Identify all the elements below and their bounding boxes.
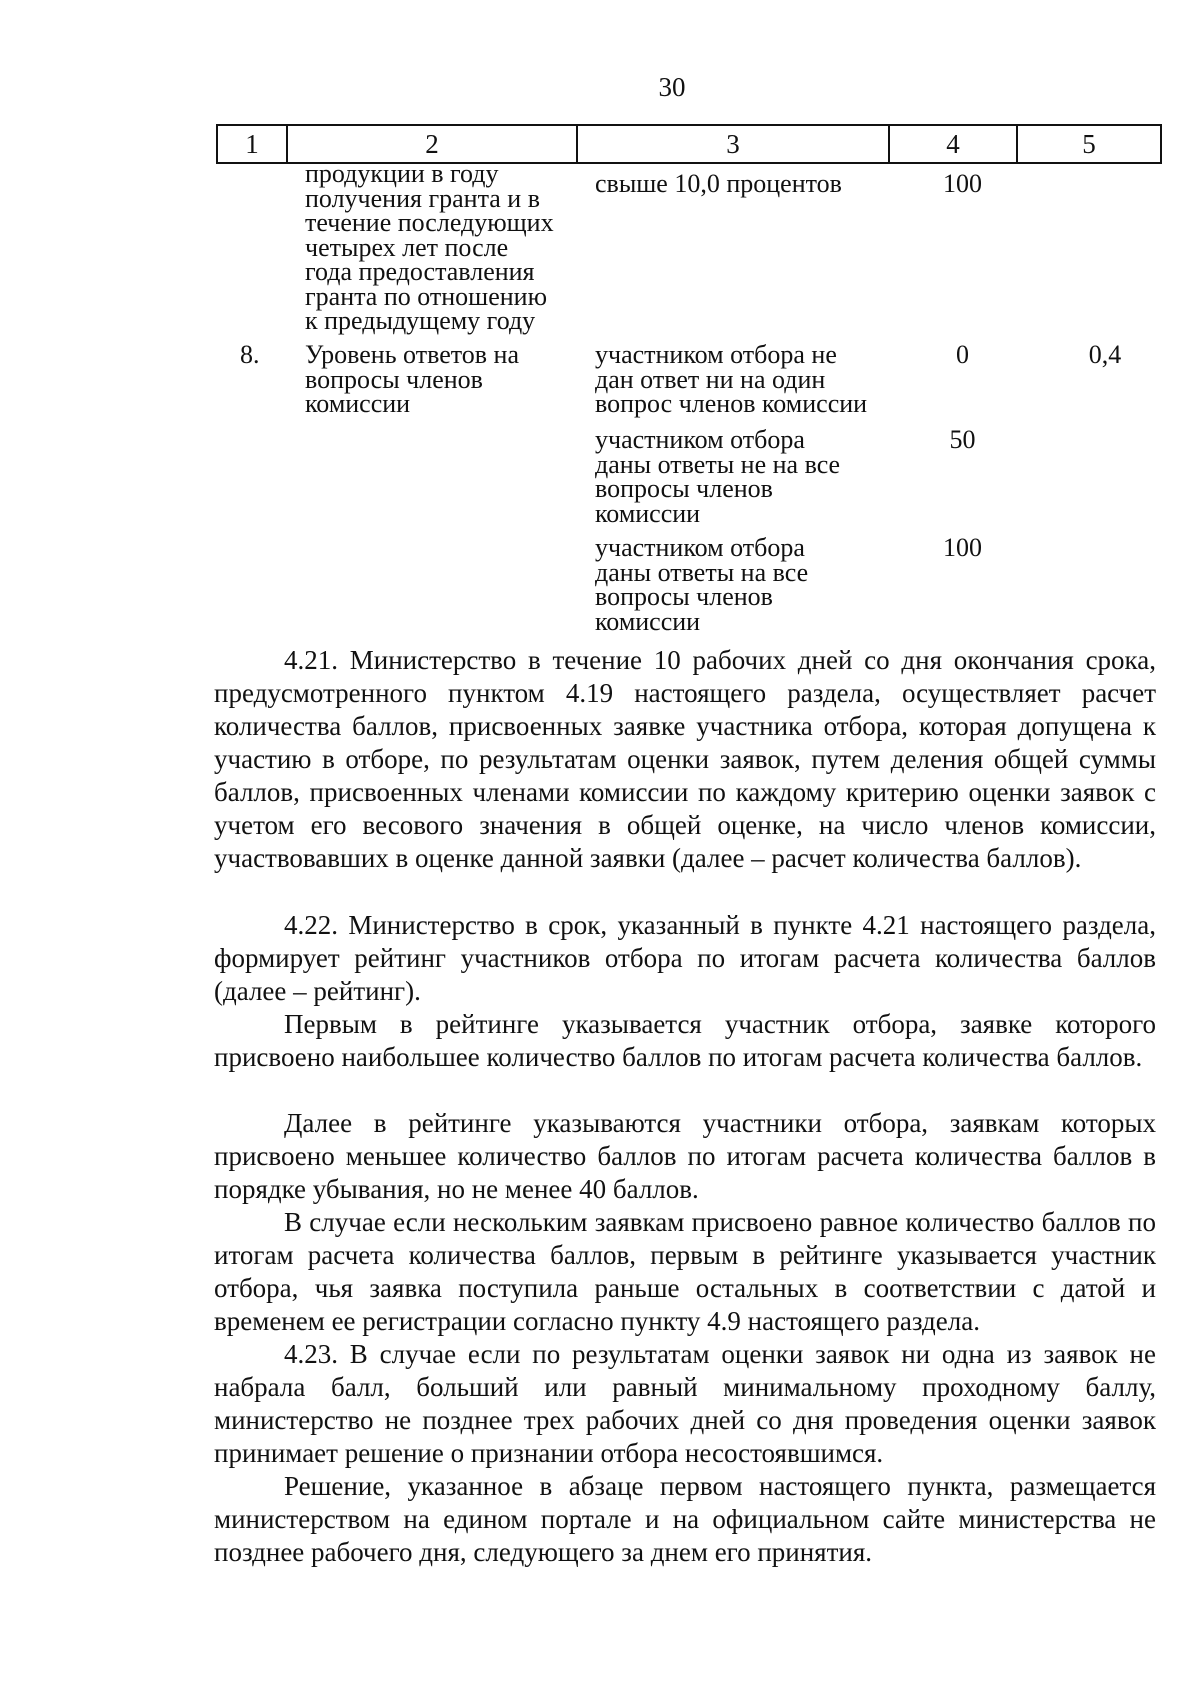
table-header-row: [216, 124, 1162, 164]
paragraph-rating-first: Первым в рейтинге указывается участник отбора, заявке которого присвоено наибольшее количество баллов по итогам расчета количества баллов.: [214, 1009, 1156, 1072]
column-header-5: 5: [1017, 125, 1161, 163]
column-header-4: 4: [889, 125, 1017, 163]
row8-criterion: Уровень ответов на вопросы членов комиссии: [305, 340, 519, 418]
page-number: 30: [658, 72, 686, 102]
row8-score-no-answers: 0: [956, 340, 969, 369]
column-header-1: 1: [217, 125, 287, 163]
column-header-3: 3: [577, 125, 889, 163]
row8-score-partial-answers: 50: [949, 425, 976, 454]
continued-score: 100: [943, 169, 982, 198]
paragraph-4-23: 4.23. В случае если по результатам оценки заявок ни одна из заявок не набрала балл, больший или равный минимальному проходному баллу, министерство не позднее трех рабочих дней со дня проведения оценки заявок принимает решение о признании отбора несостоявшимся.: [214, 1339, 1156, 1468]
row8-condition-no-answers: участником отбора не дан ответ ни на один вопрос членов комиссии: [595, 340, 868, 418]
paragraph-4-22: 4.22. Министерство в срок, указанный в пункте 4.21 настоящего раздела, формирует рейтинг участников отбора по итогам расчета количества баллов (далее – рейтинг).: [214, 910, 1156, 1006]
paragraph-equal-scores: В случае если нескольким заявкам присвоено равное количество баллов по итогам расчета количества баллов, первым в рейтинге указывается участник отбора, чья заявка поступила раньше остальных в соответствии с датой и временем ее регистрации согласно пункту 4.9 настоящего раздела.: [214, 1207, 1156, 1336]
row-number-8: 8.: [240, 340, 260, 369]
paragraph-4-21: 4.21. Министерство в течение 10 рабочих дней со дня окончания срока, предусмотренного пунктом 4.19 настоящего раздела, осуществляет расчет количества баллов, присвоенных заявке участника отбора, которая допущена к участию в отборе, по результатам оценки заявок, путем деления общей суммы баллов, присвоенных членами комиссии по каждому критерию оценки заявок с учетом его весового значения в общей оценке, на число членов комиссии, участвовавших в оценке данной заявки (далее – расчет количества баллов).: [214, 645, 1156, 873]
paragraph-rating-next: Далее в рейтинге указываются участники отбора, заявкам которых присвоено меньшее количество баллов по итогам расчета количества баллов в порядке убывания, но не менее 40 баллов.: [214, 1108, 1156, 1204]
row8-condition-all-answers: участником отбора даны ответы на все вопросы членов комиссии: [595, 533, 809, 636]
column-header-2: 2: [287, 125, 577, 163]
row8-score-all-answers: 100: [943, 533, 982, 562]
continued-criterion: продукции в году получения гранта и в течение последующих четырех лет после года предоставления гранта по отношению к предыдущему году: [305, 159, 554, 335]
paragraph-decision-publication: Решение, указанное в абзаце первом настоящего пункта, размещается министерством на едином портале и на официальном сайте министерства не позднее рабочего дня, следующего за днем его принятия.: [214, 1471, 1156, 1567]
row8-weight: 0,4: [1088, 340, 1122, 369]
continued-condition: свыше 10,0 процентов: [595, 169, 842, 198]
row8-condition-partial-answers: участником отбора даны ответы не на все вопросы членов комиссии: [595, 425, 841, 528]
